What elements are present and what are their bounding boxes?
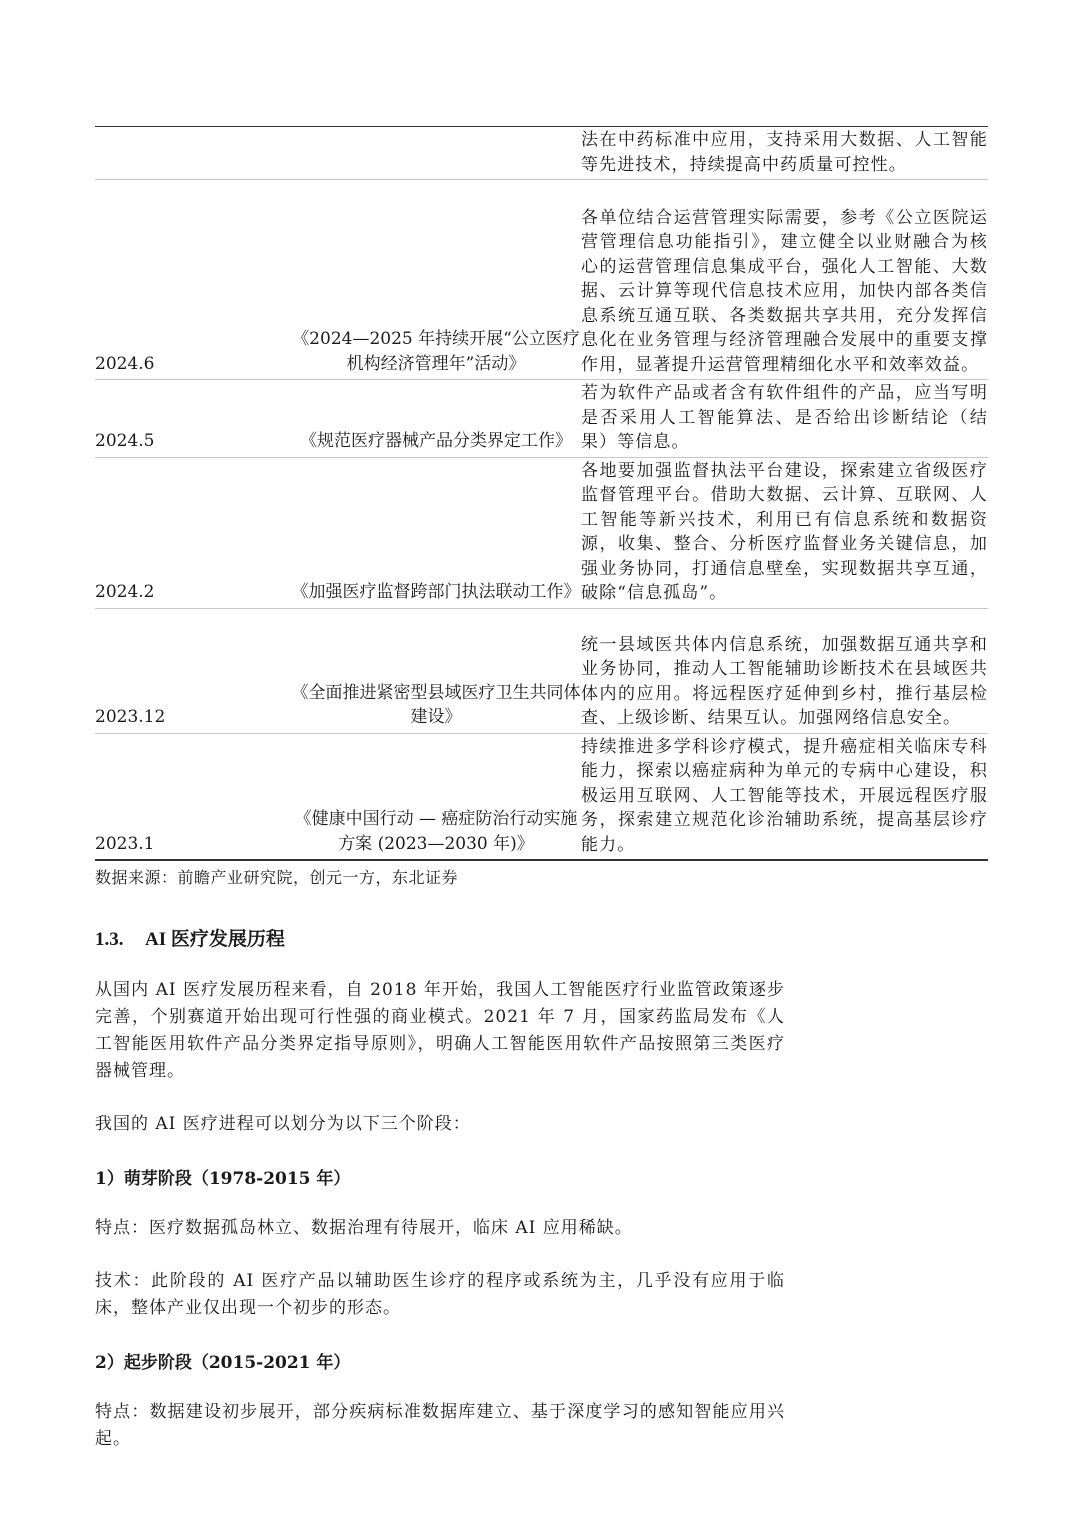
stage2-feature: 特点：数据建设初步展开，部分疾病标准数据库建立、基于深度学习的感知智能应用兴起。 [95, 1402, 785, 1449]
table-row [95, 733, 988, 860]
stage1-tech: 技术：此阶段的 AI 医疗产品以辅助医生诊疗的程序或系统为主，几乎没有应用于临床，整体产业仅出现一个初步的形态。 [95, 1271, 785, 1318]
section-heading [95, 924, 988, 951]
row-content: 统一县域医共体内信息系统，加强数据互通共享和业务协同，推动人工智能辅助诊断技术在县域医共体内的应用。将远程医疗延伸到乡村，推行基层检查、上级诊断、结果互认。加强网络信息安全。 [581, 634, 988, 728]
table-row [95, 457, 988, 608]
stages-intro: 我国的 AI 医疗进程可以划分为以下三个阶段： [95, 1114, 471, 1134]
row-date: 2024.5 [95, 380, 291, 458]
table-row [95, 180, 988, 380]
data-source-note: 数据来源：前瞻产业研究院，创元一方，东北证券 [95, 868, 459, 887]
row-policy-name: 《加强医疗监督跨部门执法联动工作》 [291, 457, 581, 608]
row-policy-name: 《健康中国行动 — 癌症防治行动实施方案 (2023—2030 年)》 [291, 733, 581, 860]
row-date: 2024.2 [95, 457, 291, 608]
stage2-title: 2）起步阶段（2015-2021 年） [95, 1353, 351, 1373]
row-content: 法在中药标准中应用，支持采用大数据、人工智能等先进技术，持续提高中药质量可控性。 [581, 130, 988, 175]
row-content: 持续推进多学科诊疗模式，提升癌症相关临床专科能力，探索以癌症病种为单元的专病中心建设，积极运用互联网、人工智能等技术，开展远程医疗服务，探索建立规范化诊治辅助系统，提高基层诊疗能力。 [581, 736, 988, 855]
table-row [95, 608, 988, 733]
table-row [95, 380, 988, 458]
row-policy-name: 《规范医疗器械产品分类界定工作》 [291, 380, 581, 458]
section-title: AI 医疗发展历程 [145, 929, 285, 950]
row-content: 各单位结合运营管理实际需要，参考《公立医院运营管理信息功能指引》，建立健全以业财融合为核心的运营管理信息集成平台，强化人工智能、大数据、云计算等现代信息技术应用，加快内部各类信息系统互通互联、各类数据共享共用，充分发挥信息化在业务管理与经济管理融合发展中的重要支撑作用，显著提升运营管理精细化水平和效率效益。 [581, 207, 988, 375]
row-date: 2023.1 [95, 733, 291, 860]
row-content: 各地要加强监督执法平台建设，探索建立省级医疗监督管理平台。借助大数据、云计算、互联网、人工智能等新兴技术，利用已有信息系统和数据资源，收集、整合、分析医疗监督业务关键信息，加强业务协同，打通信息壁垒，实现数据共享互通，破除“信息孤岛”。 [581, 460, 988, 603]
row-content: 若为软件产品或者含有软件组件的产品，应当写明是否采用人工智能算法、是否给出诊断结论（结果）等信息。 [581, 383, 988, 452]
table-row [95, 127, 988, 180]
stage1-feature: 特点：医疗数据孤岛林立、数据治理有待展开，临床 AI 应用稀缺。 [95, 1218, 633, 1238]
row-policy-name: 《全面推进紧密型县域医疗卫生共同体建设》 [291, 608, 581, 733]
document-page [95, 126, 988, 1453]
stage1-title: 1）萌芽阶段（1978-2015 年） [95, 1169, 351, 1189]
row-policy-name [291, 127, 581, 180]
section-number: 1.3. [95, 929, 124, 950]
row-date [95, 127, 291, 180]
policy-table [95, 126, 988, 861]
intro-paragraph: 从国内 AI 医疗发展历程来看，自 2018 年开始，我国人工智能医疗行业监管政策逐步完善，个别赛道开始出现可行性强的商业模式。2021 年 7 月，国家药监局发布《人工智能医用软件产品分类界定指导原则》，明确人工智能医用软件产品按照第三类医疗器械管理。 [95, 980, 785, 1081]
row-policy-name: 《2024—2025 年持续开展“公立医疗机构经济管理年”活动》 [291, 180, 581, 380]
row-date: 2024.6 [95, 180, 291, 380]
row-date: 2023.12 [95, 608, 291, 733]
